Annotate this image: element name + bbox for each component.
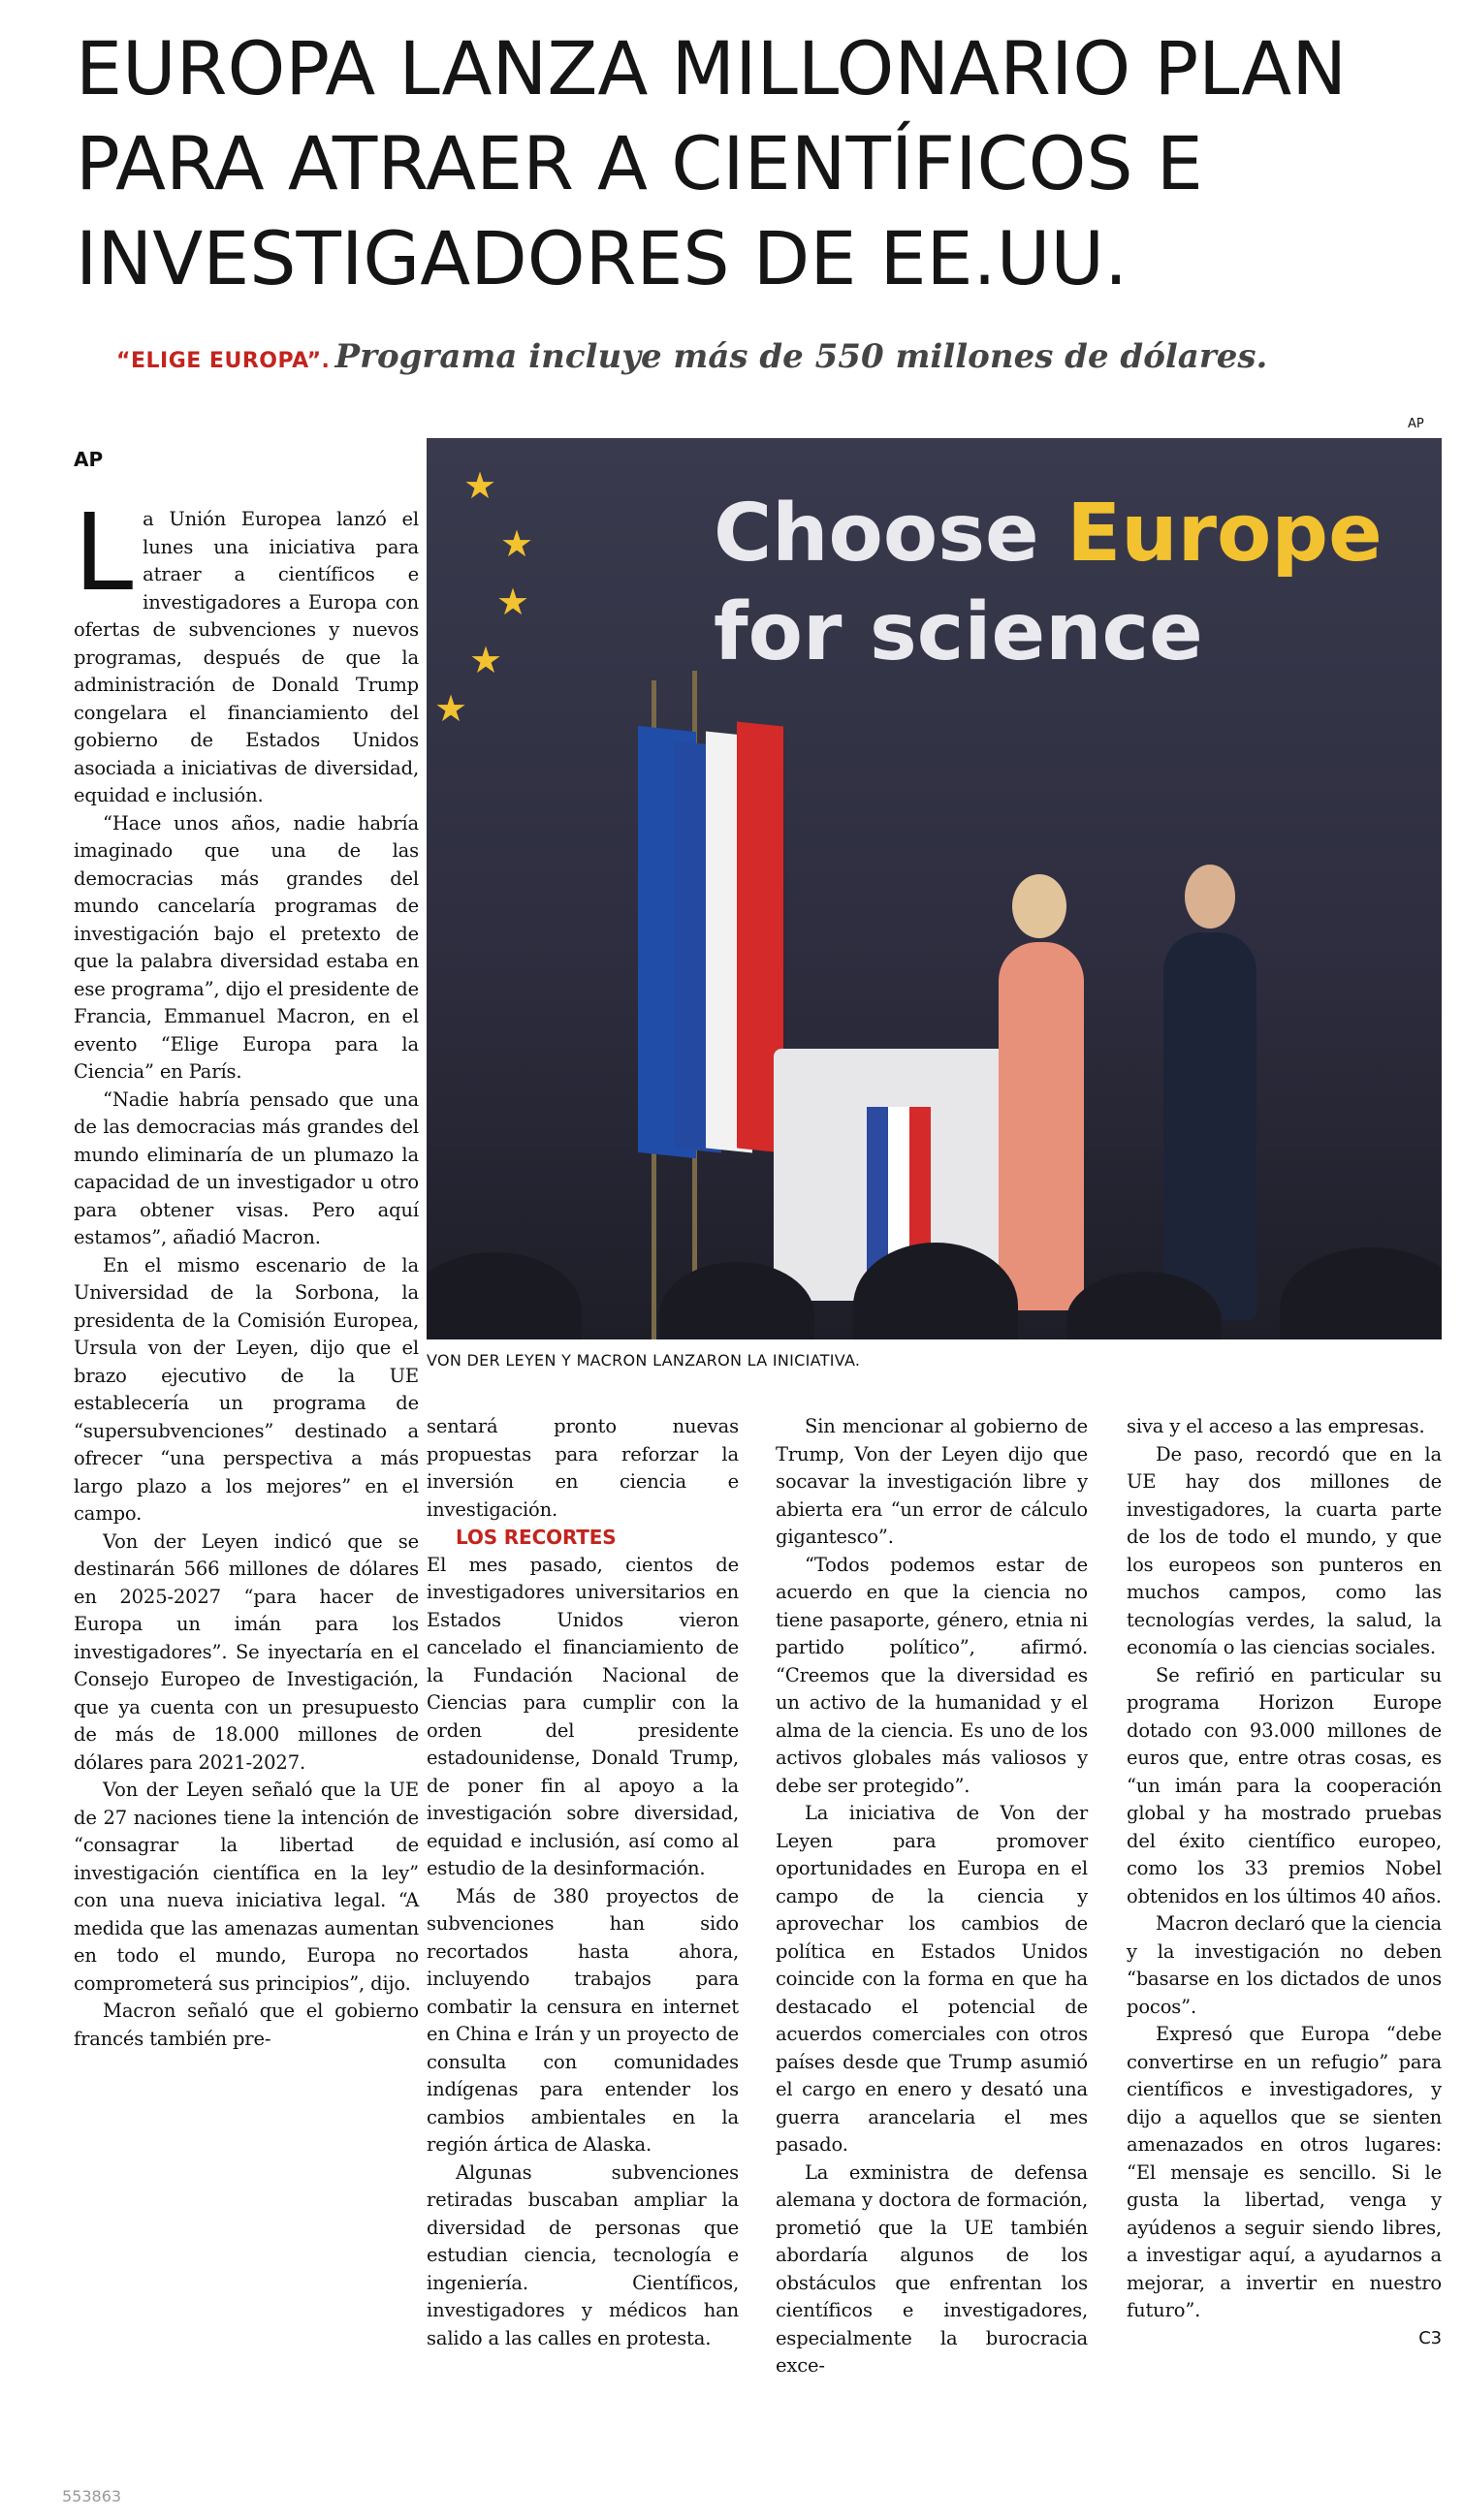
banner-line1: Choose — [714, 488, 1067, 580]
subhead — [116, 337, 1377, 376]
paragraph: De paso, recordó que en la UE hay dos millones de investigadores, la cuarta parte de los de todo el mundo, y que los europeos son punteros en muchos campos, como las tecnologías verdes, la salud, la economía o las ciencias sociales. — [1127, 1442, 1442, 1658]
article-photo — [427, 438, 1442, 1339]
paragraph: La exministra de defensa alemana y doctora de formación, prometió que la UE también abordaría algunos de los obstáculos que enfrentan los científicos e investigadores, especialmente la burocracia exce- — [776, 2160, 1088, 2377]
drop-cap: L — [74, 490, 134, 614]
paragraph: “Todos podemos estar de acuerdo en que la ciencia no tiene pasaporte, género, etnia ni partido político”, afirmó. “Creemos que la diversidad es un activo de la humanidad y el alma de la ciencia. Es uno de los activos globales más valiosos y debe ser protegido”. — [776, 1553, 1088, 1797]
paragraph: El mes pasado, cientos de investigadores universitarios en Estados Unidos vieron cancelado el financiamiento de la Fundación Nacional de Ciencias para cumplir con la orden del presidente estadounidense, Donald Trump, de poner fin al apoyo a la investigación sobre diversidad, equidad e inclusión, así como al estudio de la desinformación. — [427, 1553, 739, 1879]
speaker-left — [999, 942, 1084, 1310]
speaker-right-head — [1185, 865, 1235, 929]
article-column-3 — [776, 1413, 1088, 2380]
paragraph: Macron señaló que el gobierno francés también pre- — [74, 2000, 419, 2050]
photo-caption: VON DER LEYEN Y MACRON LANZARON LA INICIATIVA. — [427, 1351, 861, 1370]
article-column-4 — [1127, 1413, 1442, 2352]
audience — [427, 1252, 582, 1339]
article-column-1 — [74, 490, 419, 2053]
eu-star-icon: ★ — [496, 581, 530, 623]
paragraph: “Nadie habría pensado que una de las democracias más grandes del mundo eliminaría de un plumazo la capacidad de un investigador u otro para obtener visas. Pero aquí estamos”, añadió Macron. — [74, 1087, 419, 1248]
subhead-deck: Programa incluye más de 550 millones de dólares. — [334, 337, 1268, 376]
paragraph: Expresó que Europa “debe convertirse en un refugio” para científicos e investigadores, y dijo a aquellos que se sienten amenazados en otros lugares: “El mensaje es sencillo. Si le gusta la libertad, venga y ayúdenos a seguir siendo libres, a investigar aquí, a ayudarnos a mejorar, a invertir en nuestro futuro”. — [1127, 2023, 1442, 2321]
paragraph: La iniciativa de Von der Leyen para promover oportunidades en Europa en el campo de la ciencia y aprovechar los cambios de política en Estados Unidos coincide con la forma en que ha destacado el potencial de acuerdos comerciales con otros países desde que Trump asumió el cargo en enero y desató una guerra arancelaria el mes pasado. — [776, 1802, 1088, 2156]
lead-text: a Unión Europea lanzó el lunes una iniciativa para atraer a científicos e investigadores a Europa con ofertas de subvenciones y nuevos programas, después de que la administración de Donald Trump congelara el financiamiento del gobierno de Estados Unidos asociada a iniciativas de diversidad, equidad e inclusión. — [74, 508, 419, 806]
paragraph: Von der Leyen señaló que la UE de 27 naciones tiene la intención de “consagrar la libertad de investigación científica en la ley” con una nueva iniciativa legal. “A medida que las amenazas aumentan en todo el mundo, Europa no comprometerá sus principios”, dijo. — [74, 1779, 419, 1995]
paragraph: Sin mencionar al gobierno de Trump, Von der Leyen dijo que socavar la investigación libre y abierta era “un error de cálculo gigantesco”. — [776, 1415, 1088, 1548]
headline: EUROPA LANZA MILLONARIO PLAN PARA ATRAER A CIENTÍFICOS E INVESTIGADORES DE EE.UU. — [76, 25, 1348, 301]
article-column-2 — [427, 1413, 739, 2352]
section-heading: LOS RECORTES — [456, 1526, 617, 1549]
eu-star-icon: ★ — [463, 464, 497, 507]
subhead-kicker: “ELIGE EUROPA”. — [116, 349, 331, 373]
archive-code: 553863 — [62, 2487, 122, 2505]
eu-star-icon: ★ — [500, 522, 534, 565]
audience — [1280, 1247, 1442, 1339]
lead-paragraph — [74, 490, 419, 810]
speaker-left-head — [1012, 874, 1066, 938]
eu-star-icon: ★ — [434, 687, 468, 730]
end-mark-icon: C3 — [1418, 2327, 1442, 2348]
banner-line2: for science — [714, 586, 1203, 678]
paragraph: Se refirió en particular su programa Horizon Europe dotado con 93.000 millones de euros que, entre otras cosas, es “un imán para la cooperación global y ha mostrado pruebas del éxito científico europeo, como los 33 premios Nobel obtenidos en los últimos 40 años. — [1127, 1663, 1442, 1907]
paragraph: Von der Leyen indicó que se destinarán 566 millones de dólares en 2025-2027 “para hacer de Europa un imán para los investigadores”. Se inyectaría en el Consejo Europeo de Investigación, que ya cuenta con un presupuesto de más de 18.000 millones de dólares para 2021-2027. — [74, 1529, 419, 1774]
photo-credit: AP — [1408, 417, 1424, 431]
paragraph: Más de 380 proyectos de subvenciones han sido recortados hasta ahora, incluyendo trabajos para combatir la censura en internet en China e Irán y un proyecto de consulta con comunidades indígenas para entender los cambios ambientales en la región ártica de Alaska. — [427, 1884, 739, 2156]
eu-star-icon: ★ — [469, 639, 503, 681]
paragraph: En el mismo escenario de la Universidad de la Sorbona, la presidenta de la Comisión Europea, Ursula von der Leyen, dijo que el brazo ejecutivo de la UE establecería un programa de “supersubvenciones” destinado a ofrecer “una perspectiva a más largo plazo a los mejores” en el campo. — [74, 1253, 419, 1525]
paragraph: Macron declaró que la ciencia y la investigación no deben “basarse en los dictados de unos pocos”. — [1127, 1912, 1442, 2018]
banner-text — [714, 485, 1383, 682]
paragraph-continued: sentará pronto nuevas propuestas para reforzar la inversión en ciencia e investigación. — [427, 1415, 739, 1521]
speaker-right — [1163, 932, 1256, 1320]
paragraph-continued: siva y el acceso a las empresas. — [1127, 1415, 1425, 1437]
byline: AP — [74, 448, 104, 471]
banner-highlight: Europe — [1066, 488, 1383, 580]
paragraph: “Hace unos años, nadie habría imaginado que una de las democracias más grandes del mundo cancelaría programas de investigación bajo el pretexto de que la palabra diversidad estaba en ese programa”, dijo el presidente de Francia, Emmanuel Macron, en el evento “Elige Europa para la Ciencia” en París. — [74, 811, 419, 1083]
paragraph: Algunas subvenciones retiradas buscaban ampliar la diversidad de personas que estudian ciencia, tecnología e ingeniería. Científicos, investigadores y médicos han salido a las calles en protesta. — [427, 2160, 739, 2349]
